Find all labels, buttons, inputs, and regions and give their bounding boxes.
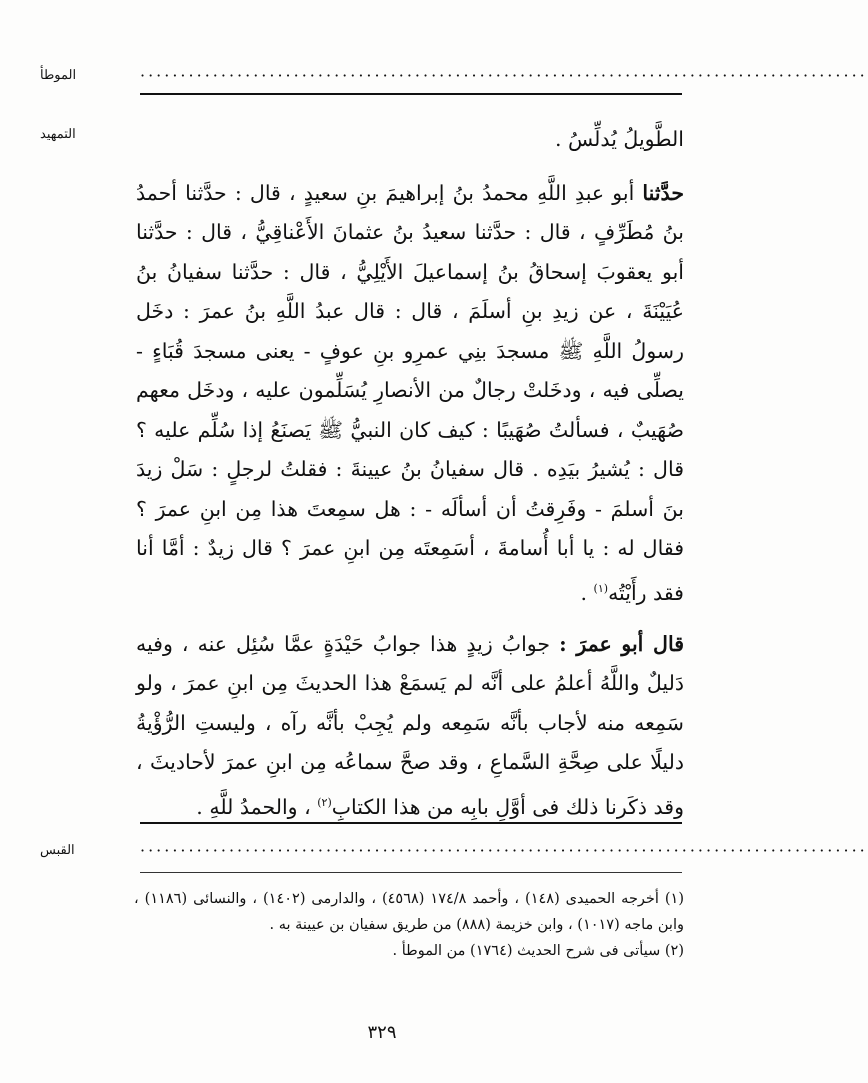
footnote-1: (١) أخرجه الحميدى (١٤٨) ، وأحمد ١٧٤/٨ (٤٥٦٨) ، والدارمى (١٤٠٢) ، والنسائى (١١٨٦) ، وابن ماجه (١٠١٧) ، وابن خزيمة (٨٨٨) من طريق سفيان بن عيينة به . (134, 891, 684, 933)
header-rule (140, 93, 682, 95)
page-number: ٣٢٩ (367, 1022, 397, 1043)
isnad-text: أبو عبدِ اللَّهِ محمدُ بنُ إبراهيمَ بنِ سعيدٍ ، قال : حدَّثنا أحمدُ بنُ مُطَرِّفٍ ، قال : حدَّثنا سعيدُ بنُ عثمانَ الأَعْناقِيُّ ، قال : حدَّثنا أبو يعقوبَ إسحاقُ بنُ إسماعيلَ الأَيْلِيُّ ، قال : حدَّثنا سفيانُ بنُ عُيَيْنَةَ ، عن زيدِ بنِ أسلَمَ ، قال : قال عبدُ اللَّهِ بنُ عمرَ : دخَل رسولُ اللَّهِ ﷺ مسجدَ بنِي عمرِو بنِ عوفٍ - يعنى مسجدَ قُبَاءٍ - يصلِّى فيه ، ودخَلتْ رجالٌ من الأنصارِ يُسَلِّمون عليه ، ودخَل معهم صُهَيبٌ ، فسألتُ صُهَيبًا : كيف كان النبيُّ ﷺ يَصنَعُ إذا سُلِّم عليه ؟ قال : يُشيرُ بيَدِه . قال سفيانُ بنُ عيينةَ : فقلتُ لرجلٍ : سَلْ زيدَ بنَ أسلمَ - وفَرِقتُ أن أسألَه - : هل سمِعتَ هذا مِن ابنِ عمرَ ؟ فقال له : يا أبا أُسامةَ ، أسَمِعتَه مِن ابنِ عمرَ ؟ قال زيدٌ : أمَّا أنا فقد رأَيْتُه (136, 180, 684, 605)
section-label-qabas: القبس (40, 843, 75, 858)
commentary-paragraph (136, 625, 684, 827)
commentary-end: ، والحمدُ للَّهِ . (196, 794, 318, 819)
isnad-lead: حدَّثنا (642, 180, 684, 205)
header-book-title: الموطأ (40, 68, 77, 83)
section-label-tamhid: التمهيد (40, 127, 76, 142)
footnote-separator (140, 872, 682, 873)
middle-rule (140, 822, 682, 824)
footnote-ref-1[interactable]: (١) (593, 581, 609, 595)
commentary-lead: قال أبو عمرَ : (559, 631, 684, 656)
footnote-2: (٢) سيأتى فى شرح الحديث (١٧٦٤) من الموطأ . (392, 943, 684, 959)
main-text (136, 120, 684, 827)
isnad-end: . (580, 580, 594, 605)
isnad-paragraph (136, 174, 684, 613)
header-dotted-leader: ·························································································· (140, 66, 868, 85)
footnote-ref-2[interactable]: (٢) (317, 795, 332, 809)
intro-line: الطَّويلُ يُدلِّسُ . (555, 127, 684, 151)
commentary-text: جوابُ زيدٍ هذا جوابُ حَيْدَةٍ عمَّا سُئِل عنه ، وفيه دَليلٌ واللَّهُ أعلمُ على أنَّه لم يَسمَعْ هذا الحديثَ مِن ابنِ عمرَ ، ولو سَمِعه منه لأجاب بأنَّه سَمِعه ولم يُجِبْ بأنَّه رآه ، وليستِ الرُّؤْيةُ دليلًا على صِحَّةِ السَّماعِ ، وقد صحَّ سماعُه مِن ابنِ عمرَ لأحاديثَ ، وقد ذكَرنا ذلك فى أوَّلِ بابِه من هذا الكتابِ (136, 631, 684, 819)
middle-dotted-leader: ·························································································· (140, 841, 868, 860)
footnotes (134, 886, 684, 964)
